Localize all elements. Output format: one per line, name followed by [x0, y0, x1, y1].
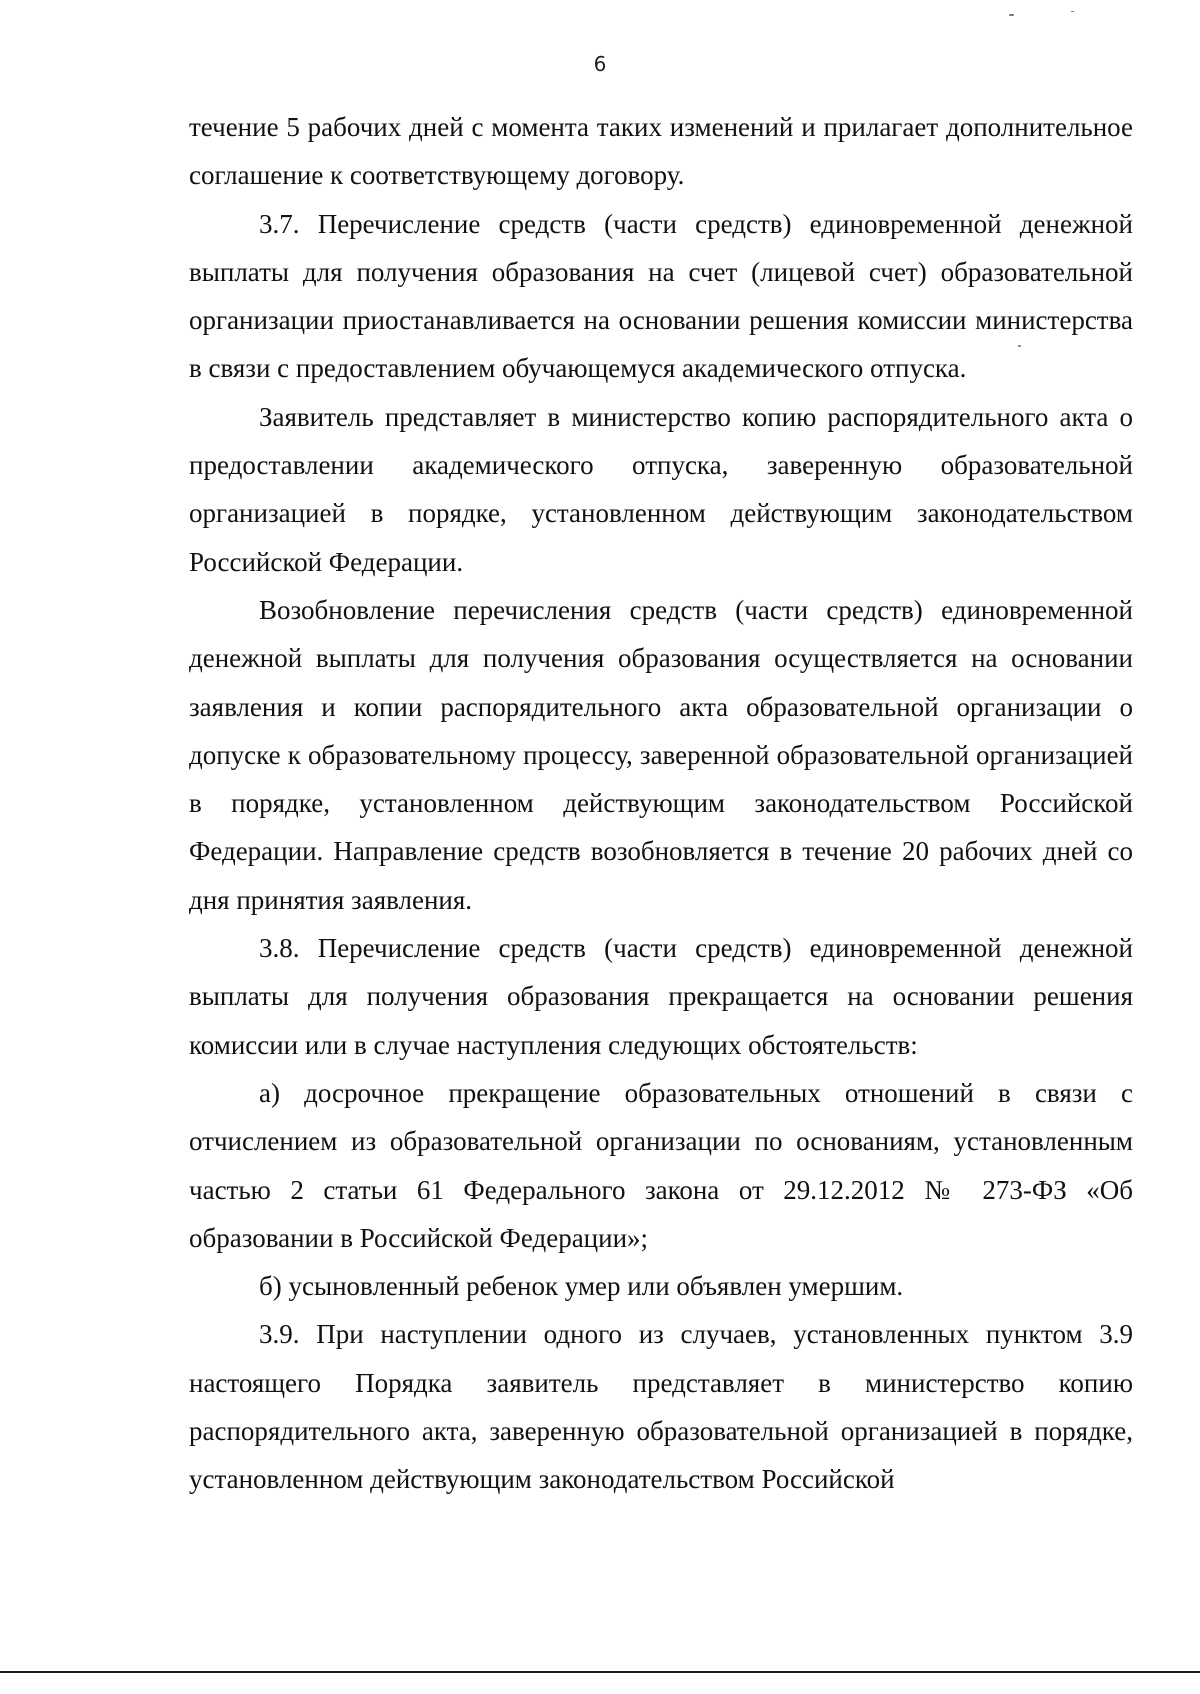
paragraph-3-8: 3.8. Перечисление средств (части средств) единовременной денежной выплаты для получения образования прекращается на основании решения комиссии или в случае наступления следующих обстоятельств:: [189, 933, 1133, 1060]
paragraph-resumption: Возобновление перечисления средств (части средств) единовременной денежной выплаты для получения образования осуществляется на основании заявления и копии распорядительного акта образовательной организации о допуске к образовательному процессу, заверенной образовательной организацией в порядке, установленном действующим законодательством Российской Федерации. Направление средств возобновляется в течение 20 рабочих дней со дня принятия заявления.: [189, 594, 1133, 915]
list-item-a: а) досрочное прекращение образовательных отношений в связи с отчислением из образовательной организации по основаниям, установленным частью 2 статьи 61 Федерального закона от 29.12.2012 № 273-ФЗ «Об образовании в Российской Федерации»;: [189, 1077, 1133, 1253]
scan-speck: [1009, 14, 1014, 16]
scan-speck: [1071, 11, 1074, 12]
paragraph-continuation: течение 5 рабочих дней с момента таких изменений и прилагает дополнительное соглашение к соответствующему договору.: [189, 112, 1133, 191]
paragraph-3-7: 3.7. Перечисление средств (части средств) единовременной денежной выплаты для получения образования на счет (лицевой счет) образовательной организации приостанавливается на основании решения комиссии министерства в связи с предоставлением обучающемуся академического отпуска.: [189, 208, 1133, 384]
paragraph-3-9: 3.9. При наступлении одного из случаев, установленных пунктом 3.9 настоящего Порядка заявитель представляет в министерство копию распорядительного акта, заверенную образовательной организацией в порядке, установленном действующим законодательством Российской: [189, 1319, 1133, 1495]
scan-speck: [1018, 345, 1021, 347]
document-body: [189, 103, 1133, 1504]
paragraph-applicant-copy: Заявитель представляет в министерство копию распорядительного акта о предоставлении академического отпуска, заверенную образовательной организацией в порядке, установленном действующим законодательством Российской Федерации.: [189, 401, 1133, 577]
page-number: 6: [593, 52, 607, 76]
page-bottom-border: [0, 1671, 1200, 1673]
list-item-b: б) усыновленный ребенок умер или объявлен умершим.: [259, 1271, 904, 1302]
